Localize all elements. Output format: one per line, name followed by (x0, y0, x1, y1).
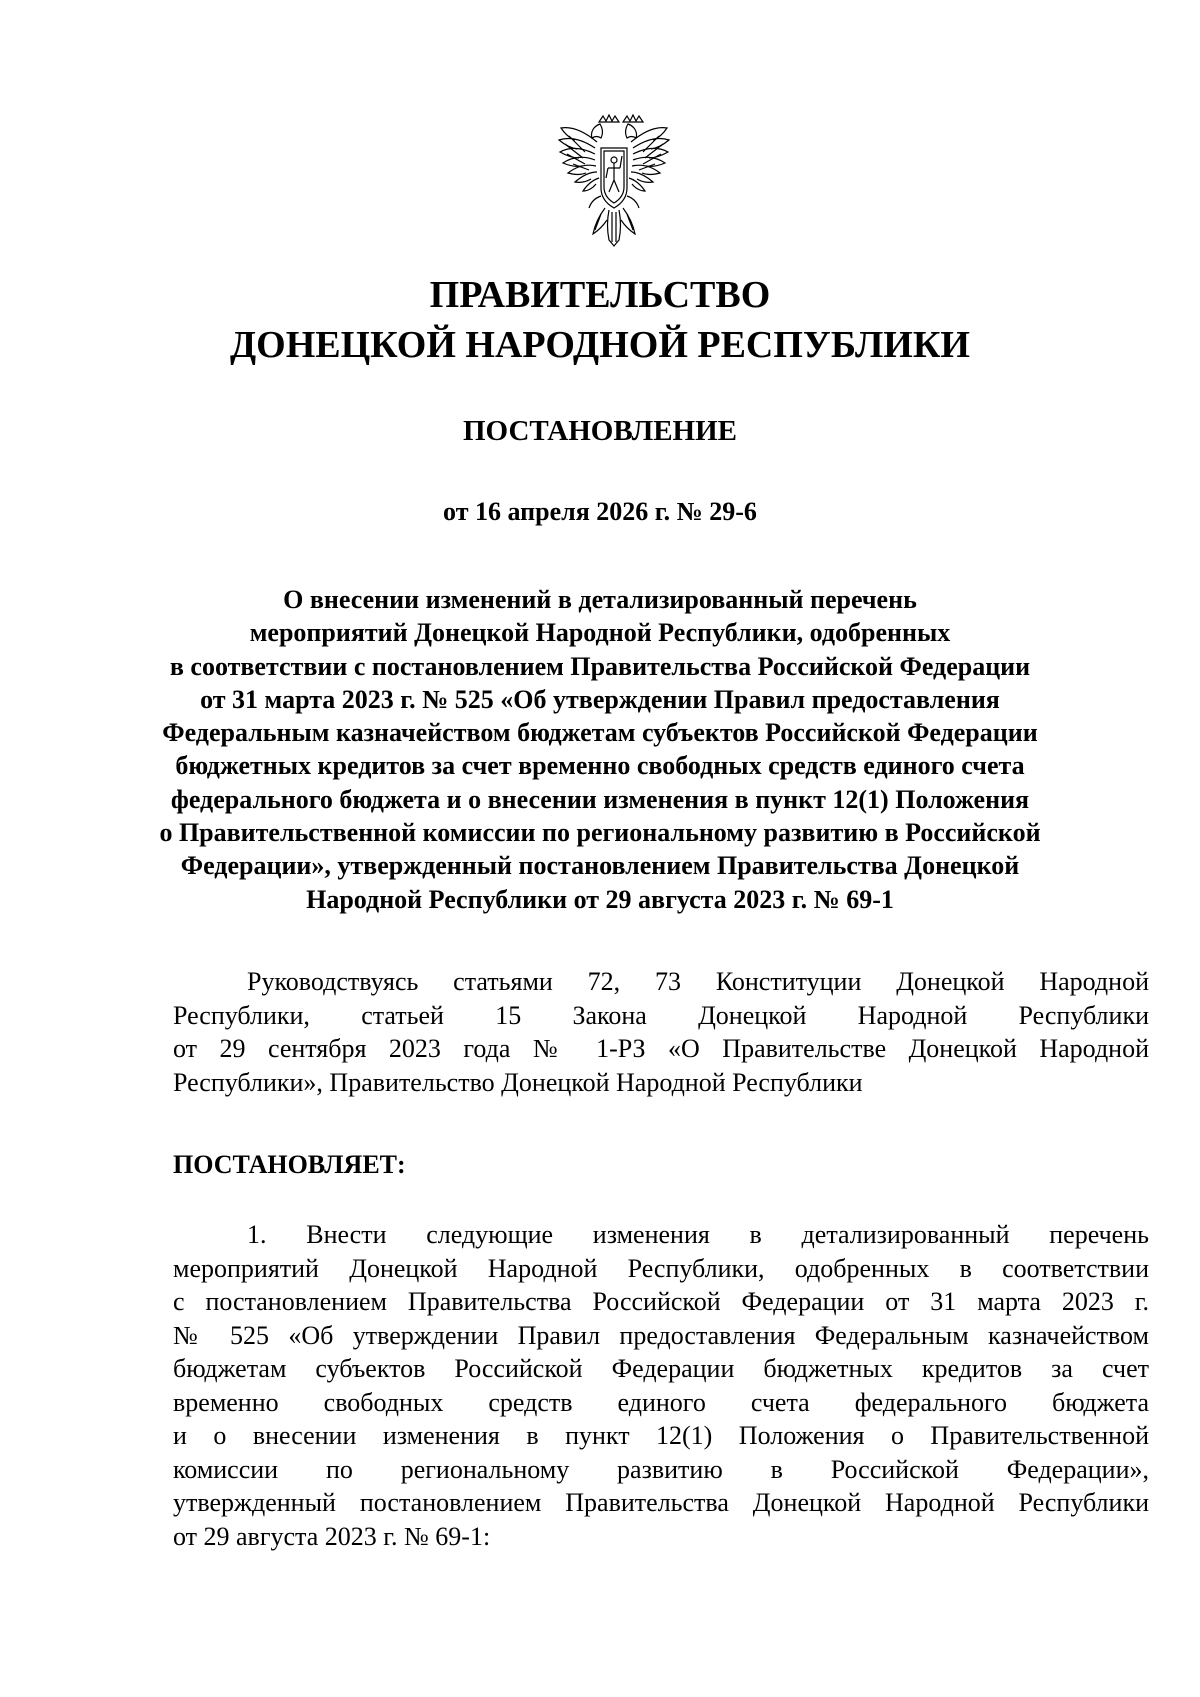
organization-title-line-2: ДОНЕЦКОЙ НАРОДНОЙ РЕСПУБЛИКИ (230, 324, 970, 366)
item-1-line: временно свободных средств единого счета федерального бюджета (173, 1387, 1149, 1417)
preamble-line: Республики», Правительство Донецкой Народной Республики (173, 1067, 863, 1097)
item-1-line: № 525 «Об утверждении Правил предоставления Федеральным казначейством (173, 1320, 1149, 1350)
preamble-line: от 29 сентября 2023 года № 1-РЗ «О Правительстве Донецкой Народной (173, 1034, 1149, 1063)
organization-title (0, 270, 1200, 370)
item-1-line: и о внесении изменения в пункт 12(1) Положения о Правительственной (173, 1421, 1149, 1450)
document-subject (0, 583, 1200, 916)
subject-line: федерального бюджета и о внесении изменения в пункт 12(1) Положения (170, 784, 1030, 814)
item-1-line: комиссии по региональному развитию в Российской Федерации», (173, 1454, 1149, 1484)
item-1-line: бюджетам субъектов Российской Федерации бюджетных кредитов за счет (173, 1354, 1149, 1383)
subject-line: Федерации», утвержденный постановлением Правительства Донецкой (180, 851, 1020, 881)
preamble-line: Республики, статьей 15 Закона Донецкой Народной Республики (173, 1000, 1149, 1030)
item-1-line: утвержденный постановлением Правительства Донецкой Народной Республики (173, 1488, 1149, 1517)
item-1-line: от 29 августа 2023 г. № 69-1: (173, 1521, 491, 1551)
preamble-line: Руководствуясь статьями 72, 73 Конституции Донецкой Народной (247, 967, 1149, 996)
subject-line: о Правительственной комиссии по региональному развитию в Российской (159, 818, 1041, 848)
coat-of-arms-emblem (555, 112, 673, 250)
subject-line: в соответствии с постановлением Правительства Российской Федерации (169, 651, 1031, 681)
subject-line: от 31 марта 2023 г. № 525 «Об утверждении Правил предоставления (200, 684, 1000, 714)
item-1-line: 1. Внести следующие изменения в детализированный перечень (247, 1220, 1149, 1249)
subject-line: О внесении изменений в детализированный перечень (283, 585, 917, 614)
subject-line: бюджетных кредитов за счет временно свободных средств единого счета (175, 751, 1025, 781)
subject-line: Федеральным казначейством бюджетам субъектов Российской Федерации (162, 718, 1038, 748)
subject-line: мероприятий Донецкой Народной Республики, одобренных (249, 618, 951, 648)
preamble-paragraph (173, 965, 1149, 1099)
organization-title-line-1: ПРАВИТЕЛЬСТВО (429, 274, 771, 316)
item-1-paragraph (173, 1218, 1149, 1553)
subject-line: Народной Республики от 29 августа 2023 г. № 69-1 (306, 884, 894, 914)
item-1-line: мероприятий Донецкой Народной Республики, одобренных в соответствии (173, 1253, 1149, 1283)
resolves-heading: ПОСТАНОВЛЯЕТ: (173, 1150, 406, 1179)
document-date-number: от 16 апреля 2026 г. № 29-6 (443, 497, 757, 526)
item-1-line: с постановлением Правительства Российской Федерации от 31 марта 2023 г. (173, 1287, 1149, 1316)
document-type: ПОСТАНОВЛЕНИЕ (462, 415, 737, 447)
